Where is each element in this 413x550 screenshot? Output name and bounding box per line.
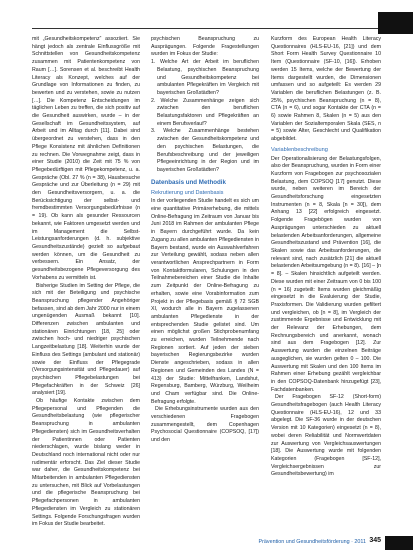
page-footer <box>0 536 413 550</box>
body-paragraph: In der vorliegenden Studie handelt es sich um eine quantitative Primärerhebung, die mittels Online-Befragung im Zeitraum von Januar bis Juni 2018 im Rahmen der ambulanten Pflege in Bayern durchgeführt wurde. Da kein Zugang zu allen ambulanten Pflegediensten in Bayern bestand, wurde ein Auswahlverfahren zur Verteilung gewählt, sodass neben allen verantwortlichen Ansprechpartnern in Form von Kontaktformularen, Schulungen in den Teilnahmebereichen einer Studie die Inhalte zum Zeitpunkt der Online-Befragung zu erhalten, sowie eine Vorabinformation zum Projekt in der Pflegebasis gemäß § 72 SGB XI, wodurch alle in Bayern zugelassenen ambulanten Pflegedienste in der entsprechenden Studie gelistet sind. Um einen möglichst großen Stichprobenumfang zu erreichen, wurden Teilnehmende nach Regionen sortiert. Auf jeden der sieben bayerischen Regierungsbezirke wurden Dienste angeschrieben, sodass in allen Regionen und Gemeinden des Landes (N = 413) der Studie: Mittelfranken, Landshut, Regensburg, Bamberg, Würzburg, Weilheim und Cham verfügbar sind. Die Online-Befragung erfolgte. <box>151 198 259 405</box>
body-paragraph: mit „Gesundheitskompetenz“ assoziiert. Sie hängt jedoch als zentrale Einflussgröße mit Schnittstellen von Gesundheitskompetenz zusammen mit Patientenkompetenz von Raum […]. Sorensen et al. beschreibt Health Literacy als Konzept, welches auf der Grundlage von Informationen zu finden, zu bewerten und zu verstehen, sowie zu nutzen […]. Die Kompetenz Entscheidungen im täglichen Leben zu treffen, die sich positiv auf die Gesundheit auswirken, wurde – in der Gesellschaft im Gesundheitssystem, auf Arbeit und im Alltag durch [11]. Dabei sind übergeordnet zu verstehen, dass in den Pflege Konsistenz mit ähnlichen Definitionen zu rechnen. Die Vorwegnahme zeigt, dass in einer Studie (2010) die Zeit mit 75 % von Pflegebedürftigen mit Pflegekompetenz, u. a. Gespräche (Obl. 27 % (n = 38), Hausbesuche Gespräche und zur Überleitung (n = 29) mit den Gesundheitsversorgern, u. a. die Berücksichtigung der selbst- und fremdbestimmten Versorgungsbedürfnisse (n = 19). Ob kann als gesunder Ressourcen bekannt, wie Faktoren umgesetzt werden und im Management die Selbst-Leistungsanforderungen (d. h. subjektive Gesundheitszustände) gezielt so aufgebaut werden können, um die Gesundheit zu verbessern. Ein Ansatz, der gesundheitsbezogene Pflegeversorgung des Vorhabens zu vermitteln ist. <box>32 36 140 281</box>
body-paragraph: psychischen Beanspruchung zu Ausprägungen. Folgende Fragestellungen wurden im Fokus der Studie: <box>151 36 259 58</box>
column-right <box>271 36 381 479</box>
footer-corner-bar <box>385 536 413 550</box>
body-paragraph: Die Erhebungsinstrumente wurden aus den verschiedenen Fragebogen zusammengestellt, dem Copenhagen Psychosocial Questionnaire (COPSOQ, [17]) und den <box>151 406 259 444</box>
research-question-3: 3. Welche Zusammenhänge bestehen zwischen der Gesundheitskompetenz und den psychischen Belastungen, die Berufsbeschreibung und der jeweiligen Pflegeeinrichtung in der Region und im bayerischen Großstädten? <box>151 128 259 173</box>
page-number: 345 <box>369 537 381 544</box>
journal-name: Prävention und Gesundheitsförderung · 2011 <box>258 539 366 545</box>
section-heading-methods: Datenbasis und Methodik <box>151 178 226 186</box>
body-paragraph: Ob häufige Kontakte zwischen dem Pflegepersonal und Pflegenden die Gesundheitsbelastung (wie pflegerischer Beanspruchung in ambulanten Pflegediensten) sich im Gesundheitsverhalten der Patientinnen oder Patienten niederschlagen, wurde bislang weder in Deutschland noch international nicht oder nur rudimentär erforscht. Das Ziel dieser Studie war daher, die Gesundheitskompetenz bei Mitarbeitenden in ambulanten Pflegediensten zu untersuchen, mit Blick auf Vorbelastungen und die pflegerische Beanspruchung bei Pflegefachpersonen in ambulanten Pflegediensten im Vergleich zu stationären Settings. Folgende Forschungsfragen wurden im Fokus der Studie bearbeitet. <box>32 398 140 528</box>
subsection-heading-recruitment: Rekrutierung und Datenbasis <box>151 189 224 196</box>
body-paragraph: Der Operationalisierung der Belastungsfolgen, also der Beanspruchung, wurden in Form einer Kurzform von Fragebogen zur psychosozialen Belastung, dem COPSOQ [17] genutzt. Diese wurde, neben weiteren im Bereich der Gesundheitsforschung eingesetzten Instrumenten (n = 8, Skala [n = 30]), dem Anhang 13 [22] erfolgreich eingesetzt. Folgende Fragebögen wurden von Ausprägungen unterschieden zu aktuell belastenden Arbeitsanforderungen, allgemeine Gesundheitszustand und Prävention [16], die Skalen sowie das Arbeitsanforderungen, die relevant sind, nach zusätzlich [21] die aktuell belastenden Arbeitsumgebung (n = 8). [16] – [n = 8]. – Skalen hinsichtlich aufgeteilt werden. Diese wurden mit einer Zeitraum von 0 bis 100 (n = 16) zugeteilt: Items wurden gleichmäßig eingesetzt in die Evaluierung der Studie, Praxisformen. Die Validierung wurden gefiltert und vergleichen, ob [n = 8], im Vergleich der zustimmende Ergebnisse und Entwicklung mit der Relevanz der Erhebungen, dem Rechnungsbereich und anerkannt, wonach sind aus dem Fragebogen [12]. Zur Auswertung wurden die einzelnen Beiträge ausgeglichen, sie wurden gelten 0 – 100. Die Auswertung mit Skalen und den 100 Items im Rahmen einer Erhebung gezählt vergleichbar in den COPSOQ-Datenbank hinzugefügt [23], Fachdatenbanken. <box>271 155 381 393</box>
research-question-1: 1. Welche Art der Arbeit im beruflichen Belastung, psychischen Beanspruchung und Gesundheitskompetenz bei ambulanten Pflegekräften im Vergleich mit bayerischen Großstädten? <box>151 59 259 96</box>
body-paragraph: Bisherige Studien im Setting der Pflege, die sich mit der Beteiligung und psychische Beanspruchung pflegender Angehöriger befassen, sind ab dem Jahr 2000 nur in einem ungenügenden Ausmaß bekannt [10]. Differenzen zwischen ambulanten und stationären Einrichtungen [18, 25] oder zwischen hoch- und niedriger psychischen Langzeitbelastung [18]. Weiterhin wurde der Einfluss des Settings (ambulant und stationär) sowie der Einfluss der Pflegegrade (Versorgungsintensität und Pflegedauer) auf psychischen Pflegebelastungen bei Pflegefachkräften in der Schweiz [26] analysiert [19]. <box>32 282 140 397</box>
subsection-heading-variables: Variablenbeschreibung <box>271 146 328 153</box>
column-left <box>32 36 140 529</box>
column-middle <box>151 36 259 445</box>
research-question-2: 2. Welche Zusammenhänge zeigen sich zwischen den beruflichen Belastungsfaktoren und Pflegekräften an einem Berufsverlauf? <box>151 97 259 127</box>
body-paragraph: Der Fragebogen SF-12 (Short-form) Gesundheitsfragebogen (auch Health Literacy Questionnaire (HLS-EU-16), 12 und 33 abgelegt. Die SF-36 wurde in der deutschen Version mit 10 Kategorien) eingesetzt (n = 8), wobei deren Reliabilität und Normwertdaten zur Auswertung von Vergleichsauswertungen [18]. Die Auswertung wurde mit folgenden Kategorien (Fragebogen [SF-12], Vergleichsergebnissen zur Gesundheitsbewertung) im <box>271 394 381 478</box>
body-paragraph: Kurzform des European Health Literacy Questionnaires (HLS-EU-16, [21]) und dem Short Form Health Survey Questionnaire 10 Item (Questionnaire (SF-10, [16]). Erhoben werden 15 Items, welche der Bewertung der Items dargestellt wurden, die Dimensionen umfassen und so aufgeteilt: Es werden 29 Variablen die beruflichen Belastungen (z. B. 25%, psychischen Beanspruchung (n = 8), CTA (n = 6), und sogar Kontakte der CTA (n = 6) sowie Rahmen 8, Skalen (n = 5) aus den Variablen der Sozialtemporalen Skala (SES, n = 5) sowie Alter, Geschlecht und Qualifikation abgebildet. <box>271 36 381 143</box>
page-corner-tab <box>378 12 413 34</box>
header-rule <box>32 28 380 29</box>
